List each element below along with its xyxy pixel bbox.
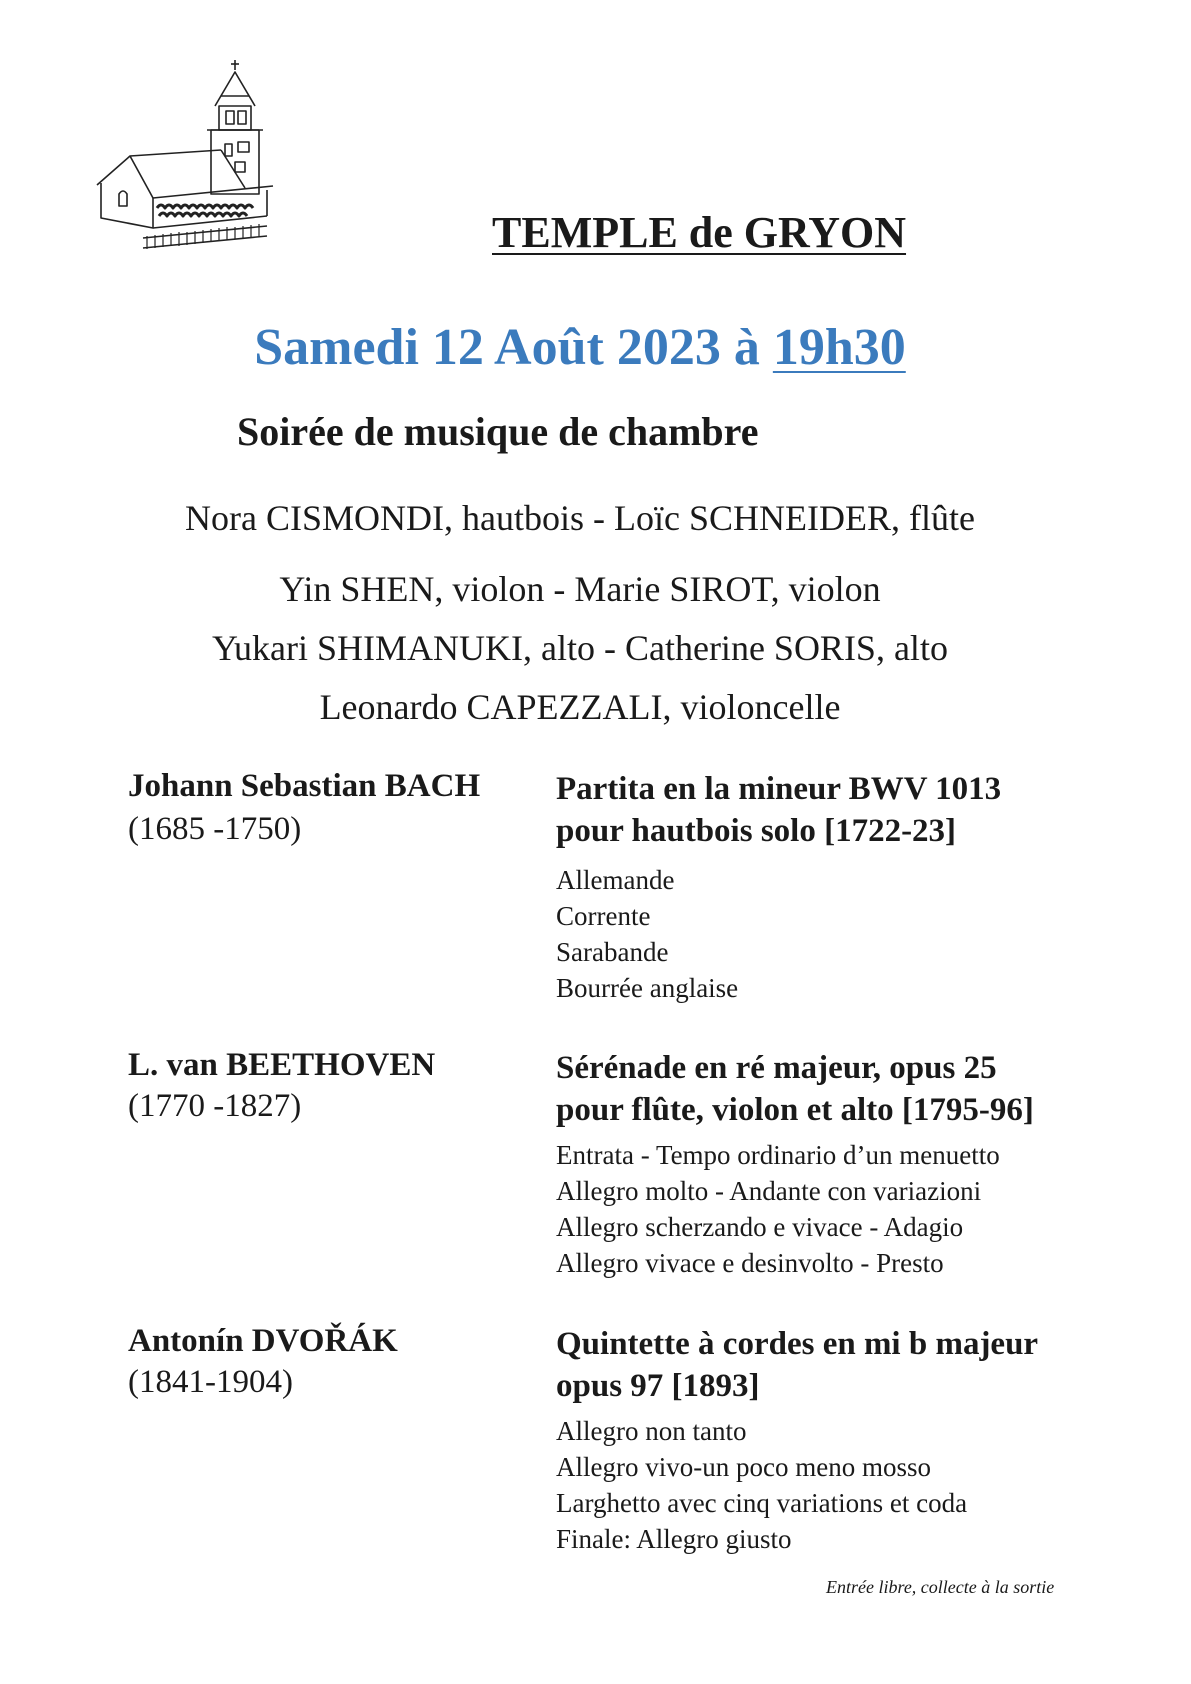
- work-title-line: pour hautbois solo [1722-23]: [556, 813, 957, 849]
- composer-dates: (1770 -1827): [128, 1088, 302, 1124]
- performers-line: Yukari SHIMANUKI, alto - Catherine SORIS, alto: [212, 628, 948, 668]
- movement-item: Sarabande: [556, 937, 669, 967]
- movement-item: Allemande: [556, 865, 675, 895]
- movement-item: Corrente: [556, 901, 651, 931]
- performers-line: Nora CISMONDI, hautbois - Loïc SCHNEIDER, flûte: [185, 498, 975, 538]
- composer-dates: (1841-1904): [128, 1364, 293, 1400]
- performers-line: Leonardo CAPEZZALI, violoncelle: [319, 687, 841, 727]
- composer-name: Johann Sebastian BACH: [128, 768, 481, 804]
- work-title-line: Sérénade en ré majeur, opus 25: [556, 1050, 997, 1086]
- event-date: [0, 318, 1160, 377]
- event-time: 19h30: [772, 319, 906, 376]
- venue-title-text: TEMPLE de GRYON: [492, 208, 907, 257]
- composer-dates: (1685 -1750): [128, 811, 302, 847]
- church-drawing-icon: [95, 58, 275, 253]
- work-title: [556, 768, 1001, 852]
- work-title: [556, 1323, 1038, 1407]
- performers-line: Yin SHEN, violon - Marie SIROT, violon: [279, 569, 881, 609]
- work-title-line: opus 97 [1893]: [556, 1368, 760, 1404]
- composer-name: Antonín DVOŘÁK: [128, 1323, 398, 1359]
- event-subtitle: Soirée de musique de chambre: [237, 409, 759, 454]
- movements-list: [556, 1413, 967, 1557]
- work-title: [556, 1047, 1034, 1131]
- movement-item: Allegro vivo-un poco meno mosso: [556, 1452, 931, 1482]
- work-title-line: Quintette à cordes en mi b majeur: [556, 1326, 1039, 1362]
- movement-item: Allegro molto - Andante con variazioni: [556, 1176, 982, 1206]
- movement-item: Allegro non tanto: [556, 1416, 747, 1446]
- movement-item: Finale: Allegro giusto: [556, 1524, 792, 1554]
- movements-list: [556, 1137, 1000, 1281]
- movement-item: Allegro vivace e desinvolto - Presto: [556, 1248, 944, 1278]
- movement-item: Allegro scherzando e vivace - Adagio: [556, 1212, 964, 1242]
- composer-name: L. van BEETHOVEN: [128, 1047, 436, 1083]
- event-date-text: Samedi 12 Août 2023 à: [254, 319, 773, 376]
- movements-list: [556, 862, 738, 1006]
- movement-item: Larghetto avec cinq variations et coda: [556, 1488, 968, 1518]
- work-title-line: Partita en la mineur BWV 1013: [556, 771, 1002, 807]
- admission-note: Entrée libre, collecte à la sortie: [826, 1577, 1055, 1597]
- movement-item: Entrata - Tempo ordinario d’un menuetto: [556, 1140, 1000, 1170]
- work-title-line: pour flûte, violon et alto [1795-96]: [556, 1092, 1034, 1128]
- movement-item: Bourrée anglaise: [556, 973, 739, 1003]
